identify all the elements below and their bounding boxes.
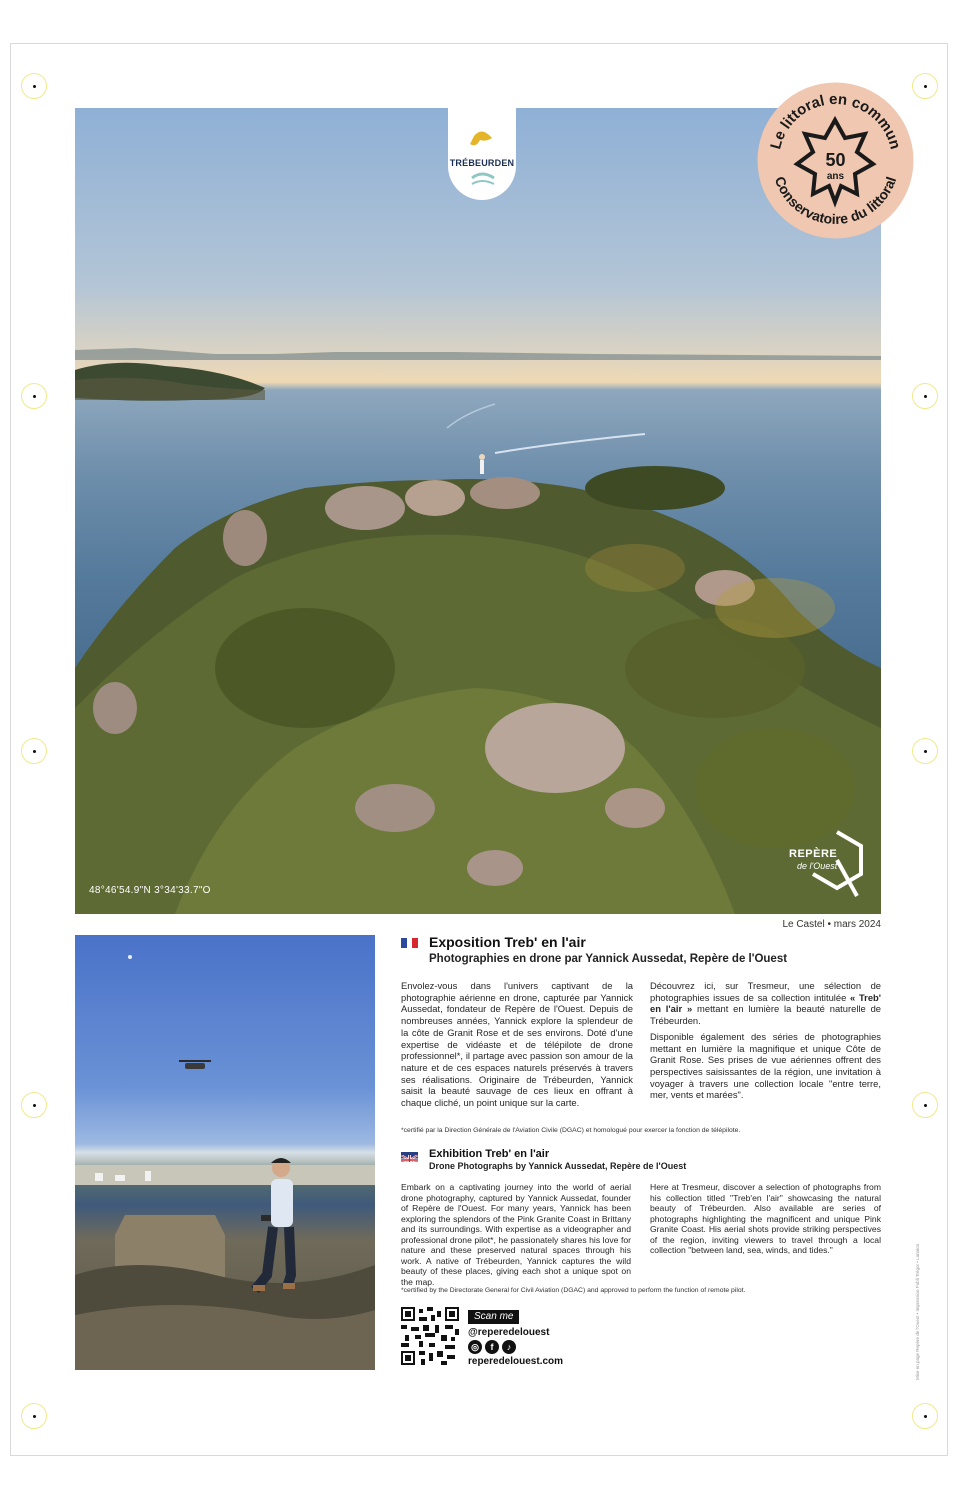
flag-uk-icon bbox=[401, 1152, 418, 1162]
registration-mark bbox=[912, 1403, 938, 1429]
conservatoire-badge bbox=[757, 82, 914, 239]
repere-logo-title: REPÈRE bbox=[789, 848, 838, 860]
registration-mark bbox=[21, 383, 47, 409]
exhibition-subtitle-en: Drone Photographs by Yannick Aussedat, Repère de l'Ouest bbox=[429, 1161, 687, 1171]
drone-pilot-scene bbox=[75, 935, 375, 1370]
english-column-2: Here at Tresmeur, discover a selection of photographs from his collection titled "Treb'en l'air" showcasing the natural beauty of Trébeurden. Also available are series of photographs highlighting the magnificent and unique Pink Granite Coast. His aerial shots provide striking perspectives of the region, inviting viewers to travel through a local collection "between land, sea, winds, and tides." bbox=[650, 1182, 881, 1255]
registration-mark bbox=[912, 73, 938, 99]
repere-logo bbox=[785, 828, 865, 900]
french-footnote: *certifié par la Direction Générale de l'Aviation Civile (DGAC) et homologué pour exercer la fonction de télépilote. bbox=[401, 1127, 741, 1134]
badge-number: 50 bbox=[825, 150, 846, 170]
flag-fr-icon bbox=[401, 938, 418, 948]
english-column-1: Embark on a captivating journey into the world of aerial drone photography, captured by Yannick Aussedat, founder of Repère de l'Ouest. For many years, Yannick has been exploring the splendors of the Pink Granite Coast in Brittany and its surroundings. With expertise as a videographer and professional drone pilot*, he passionately shares his love for nature and these preserved natural spaces through his work. A native of Trébeurden, Yannick captures the wild beauty of these places, giving each shot a unique spot on the map. bbox=[401, 1182, 631, 1287]
english-footnote: *certified by the Directorate General for Civil Aviation (DGAC) and approved to perform the function of remote pilot. bbox=[401, 1287, 746, 1294]
badge-unit: ans bbox=[826, 171, 845, 182]
social-icons bbox=[468, 1340, 516, 1354]
french-paragraph: Découvrez ici, sur Tresmeur, une sélection de photographies issues de sa collection intitulée « Treb' en l'air » mettant en lumière la beauté naturelle de Trébeurden. bbox=[650, 980, 881, 1027]
badge-top-text: Le littoral en commun bbox=[767, 90, 904, 152]
portrait-photo bbox=[75, 935, 375, 1370]
registration-mark bbox=[21, 1403, 47, 1429]
facebook-icon[interactable]: f bbox=[485, 1340, 499, 1354]
french-column-2 bbox=[650, 980, 881, 1105]
trebeurden-logo-tab bbox=[448, 108, 516, 200]
photo-caption: Le Castel • mars 2024 bbox=[782, 919, 881, 930]
print-credits: Mise en page Repère de l'Ouest • Impression Publi Trégor • Lannion bbox=[915, 1243, 920, 1380]
exhibition-title-en: Exhibition Treb' en l'air bbox=[429, 1148, 550, 1160]
scan-me-label: Scan me bbox=[468, 1310, 519, 1324]
french-column-1 bbox=[401, 980, 633, 1113]
registration-mark bbox=[21, 738, 47, 764]
repere-logo-subtitle: de l'Ouest bbox=[797, 861, 838, 871]
french-paragraph: Disponible également des séries de photographies mettant en lumière la magnifique et unique Côte de Granit Rose. Ses prises de vue aériennes offrent des perspectives saisissantes de la région, une invitation à voyager à travers une collection locale "entre terre, mer, vents et marées". bbox=[650, 1030, 881, 1101]
social-handle[interactable]: @reperedelouest bbox=[468, 1327, 550, 1338]
town-logo-text: TRÉBEURDEN bbox=[449, 158, 515, 168]
exhibition-subtitle-fr: Photographies en drone par Yannick Aussedat, Repère de l'Ouest bbox=[429, 953, 788, 965]
registration-mark bbox=[912, 383, 938, 409]
tiktok-icon[interactable]: ♪ bbox=[502, 1340, 516, 1354]
registration-mark bbox=[912, 738, 938, 764]
instagram-icon[interactable]: ◎ bbox=[468, 1340, 482, 1354]
mermaid-icon bbox=[448, 108, 516, 200]
registration-mark bbox=[21, 73, 47, 99]
registration-mark bbox=[21, 1092, 47, 1118]
badge-bottom-text: Conservatoire du littoral bbox=[771, 174, 900, 228]
gps-coordinates: 48°46'54.9"N 3°34'33.7"O bbox=[89, 885, 211, 896]
exhibition-title-fr: Exposition Treb' en l'air bbox=[429, 934, 586, 950]
registration-mark bbox=[912, 1092, 938, 1118]
qr-code[interactable] bbox=[401, 1307, 459, 1365]
website-link[interactable]: reperedelouest.com bbox=[468, 1356, 564, 1367]
french-paragraph: Envolez-vous dans l'univers captivant de la photographie aérienne en drone, capturée par Yannick Aussedat, fondateur de Repère de l'Ouest. Depuis de nombreuses années, Yannick explore la splendeur de la côte de Granit Rose et de ses environs. Doté d'une expertise de vidéaste et de télépilote de drone professionnel*, il partage avec passion son amour de la nature et de ces espaces naturels préservés à travers ses réalisations. Originaire de Trébeurden, Yannick saisit la beauté sauvage de ces lieux en offrant à chaque cliché, un point unique sur la carte. bbox=[401, 980, 633, 1109]
